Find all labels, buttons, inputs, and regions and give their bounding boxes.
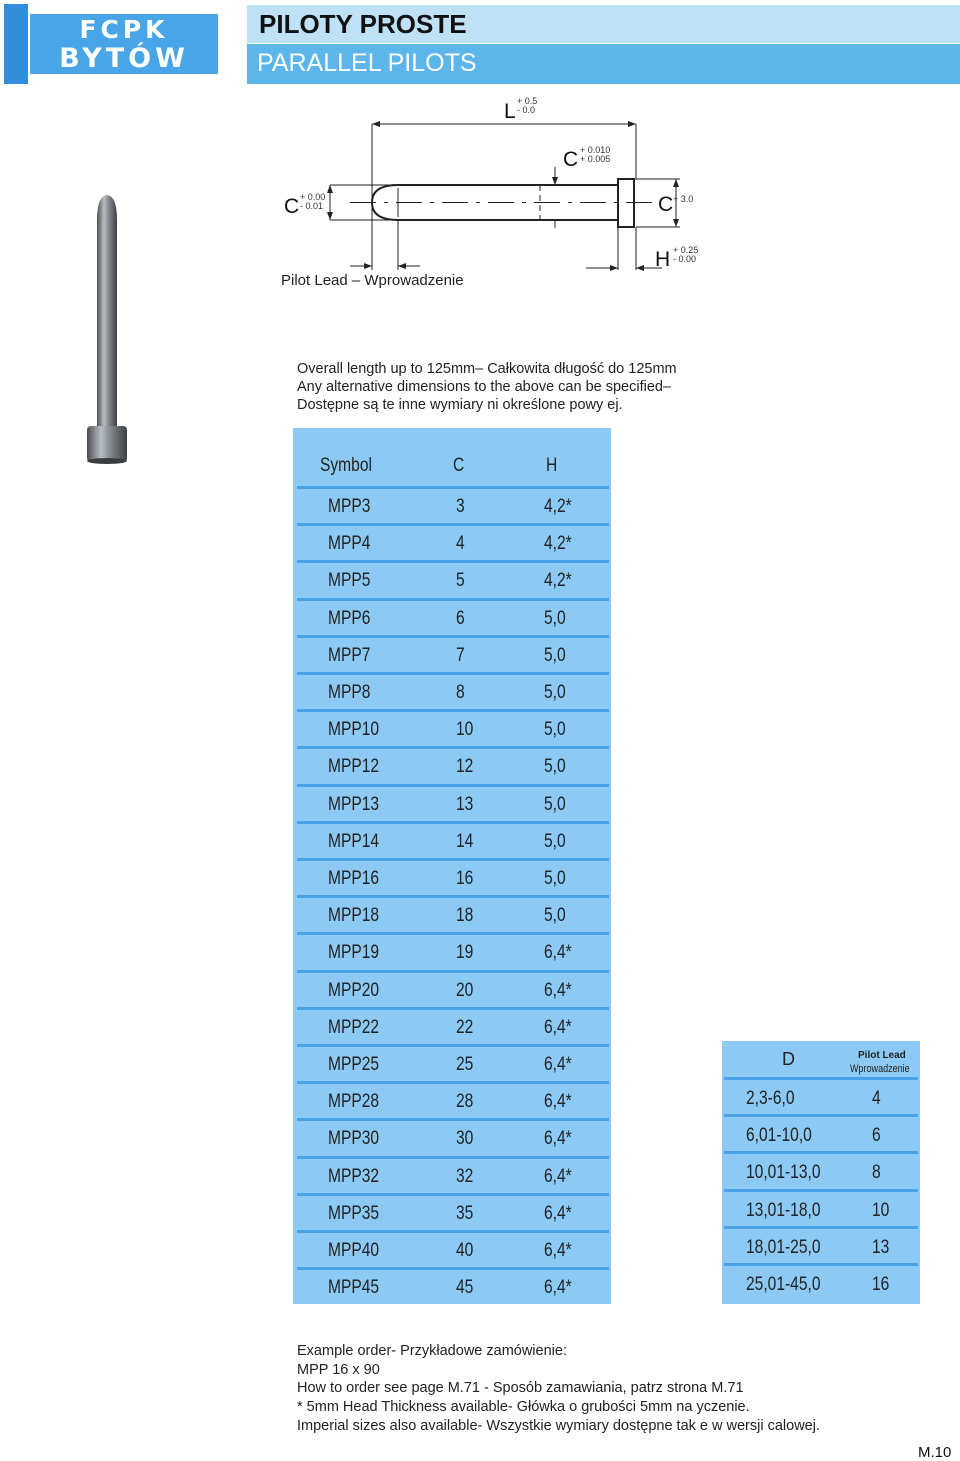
dim-C-top-tol-minus: + 0.005 [580, 154, 611, 164]
cell-c: 14 [456, 830, 474, 852]
cell-h: 5,0 [544, 719, 566, 741]
cell-symbol: MPP28 [328, 1091, 380, 1113]
cell-symbol: MPP35 [328, 1202, 380, 1224]
cell-symbol: MPP45 [328, 1277, 380, 1299]
cell-symbol: MPP3 [328, 496, 371, 517]
dim-L-label: L [504, 100, 516, 123]
table-row [297, 1230, 609, 1266]
table-row [297, 895, 609, 931]
table-row [297, 635, 609, 671]
cell-c: 13 [456, 793, 474, 815]
cell-diameter-range: 25,01-45,0 [746, 1274, 821, 1295]
table-row [297, 709, 609, 745]
table-row [297, 598, 609, 634]
cell-diameter-range: 2,3-6,0 [746, 1088, 795, 1109]
cell-pilot-lead: 6 [872, 1125, 881, 1147]
cell-c: 40 [456, 1240, 474, 1261]
cell-c: 10 [456, 719, 474, 741]
table-row [297, 560, 609, 596]
table-row [724, 1226, 918, 1263]
dim-H-tol-minus: - 0.00 [673, 254, 697, 264]
cell-c: 7 [456, 644, 465, 666]
cell-pilot-lead: 10 [872, 1199, 890, 1221]
cell-c: 4 [456, 533, 465, 555]
note-overall-length: Overall length up to 125mm– Całkowita długość do 125mm [297, 361, 677, 377]
cell-diameter-range: 18,01-25,0 [746, 1236, 821, 1258]
cell-pilot-lead: 4 [872, 1088, 881, 1109]
logo-text-line2: BYTÓW [59, 43, 189, 74]
footer-example-order: Example order- Przykładowe zamówienie: [297, 1343, 567, 1359]
cell-diameter-range: 6,01-10,0 [746, 1125, 812, 1147]
cell-h: 6,4* [544, 942, 572, 964]
dim-C-top-tol-plus-text: + 0.010 [580, 145, 611, 155]
column-header-pilot-lead: Pilot Lead [858, 1050, 906, 1061]
column-header-c: C [453, 455, 465, 476]
table-row [297, 672, 609, 708]
dim-C-left-tol-minus: - 0.01 [300, 201, 324, 211]
table-row [724, 1151, 918, 1188]
cell-c: 3 [456, 496, 465, 517]
cell-c: 12 [456, 756, 474, 778]
pilot-dimensions-table [293, 428, 611, 1304]
table-row [297, 1193, 609, 1229]
page-title-english: PARALLEL PILOTS [257, 49, 477, 77]
cell-c: 25 [456, 1054, 474, 1075]
table-row [297, 1081, 609, 1117]
cell-symbol: MPP4 [328, 533, 371, 555]
cell-h: 5,0 [544, 607, 566, 629]
table-row [297, 932, 609, 968]
footer-example-code: MPP 16 x 90 [297, 1362, 380, 1378]
table-row [724, 1114, 918, 1151]
dim-H-label: H [655, 248, 671, 271]
cell-symbol: MPP20 [328, 979, 380, 1001]
table-row [297, 784, 609, 820]
column-header-wprowadzenie: Wprowadzenie [850, 1063, 910, 1075]
cell-symbol: MPP5 [328, 570, 371, 592]
table-row [297, 486, 609, 522]
table-row [297, 1007, 609, 1043]
cell-h: 6,4* [544, 1016, 572, 1038]
column-header-symbol: Symbol [320, 455, 372, 476]
page-title-polish: PILOTY PROSTE [259, 9, 467, 39]
cell-diameter-range: 13,01-18,0 [746, 1199, 821, 1221]
column-header-d: D [782, 1049, 795, 1069]
cell-symbol: MPP8 [328, 682, 371, 703]
cell-c: 18 [456, 905, 474, 927]
pilot-pin-photo [80, 190, 140, 470]
cell-h: 6,4* [544, 1054, 572, 1075]
cell-symbol: MPP30 [328, 1128, 380, 1150]
logo-text-line1: FCPK [79, 15, 169, 44]
cell-h: 6,4* [544, 1277, 572, 1299]
cell-h: 6,4* [544, 979, 572, 1001]
dim-C-left-tol-plus: + 0.00 [300, 192, 326, 202]
cell-h: 6,4* [544, 1202, 572, 1224]
column-header-h: H [546, 455, 558, 476]
table-row [724, 1077, 918, 1114]
cell-symbol: MPP40 [328, 1240, 380, 1261]
cell-symbol: MPP6 [328, 607, 371, 629]
company-logo [30, 14, 218, 74]
cell-c: 22 [456, 1016, 474, 1038]
cell-c: 32 [456, 1165, 474, 1187]
cell-h: 5,0 [544, 905, 566, 927]
cell-symbol: MPP19 [328, 942, 380, 964]
cell-c: 6 [456, 607, 465, 629]
cell-symbol: MPP16 [328, 868, 380, 889]
cell-symbol: MPP7 [328, 644, 371, 666]
dim-L-tol-minus: - 0.0 [517, 105, 536, 115]
cell-c: 19 [456, 942, 474, 964]
note-alternative-dimensions: Any alternative dimensions to the above can be specified– [297, 379, 672, 395]
cell-symbol: MPP10 [328, 719, 380, 741]
cell-symbol: MPP12 [328, 756, 380, 778]
cell-symbol: MPP14 [328, 830, 380, 852]
cell-h: 5,0 [544, 793, 566, 815]
cell-h: 5,0 [544, 644, 566, 666]
table-row [297, 746, 609, 782]
cell-symbol: MPP32 [328, 1165, 380, 1187]
cell-c: 35 [456, 1202, 474, 1224]
dim-C-top-label: C [563, 148, 579, 171]
cell-c: 20 [456, 979, 474, 1001]
footer-imperial-sizes: Imperial sizes also available- Wszystkie wymiary dostępne tak e w wersji calowej. [297, 1418, 820, 1434]
table-row [297, 821, 609, 857]
dim-C-right-label: C [658, 193, 674, 216]
cell-diameter-range: 10,01-13,0 [746, 1162, 821, 1184]
pilot-lead-table [722, 1041, 920, 1304]
cell-h: 6,4* [544, 1165, 572, 1187]
table-row [297, 1267, 609, 1303]
cell-c: 5 [456, 570, 465, 592]
note-alternative-dimensions-pl: Dostępne są te inne wymiary ni określone powy ej. [297, 397, 623, 413]
pilot-lead-caption: Pilot Lead – Wprowadzenie [281, 272, 464, 289]
page-number: M.10 [918, 1444, 952, 1461]
cell-h: 4,2* [544, 570, 572, 592]
cell-pilot-lead: 16 [872, 1274, 890, 1295]
table-row [297, 970, 609, 1006]
cell-h: 6,4* [544, 1091, 572, 1113]
table-row [297, 1118, 609, 1154]
table-header [293, 428, 611, 486]
table-row [724, 1189, 918, 1226]
cell-pilot-lead: 8 [872, 1162, 881, 1184]
cell-c: 8 [456, 682, 465, 703]
title-banner-polish [247, 5, 960, 43]
cell-c: 28 [456, 1091, 474, 1113]
table-row [297, 1156, 609, 1192]
table-row [297, 1044, 609, 1080]
dim-H-tol-plus: + 0.25 [673, 245, 699, 255]
cell-symbol: MPP18 [328, 905, 380, 927]
pilot-dimension-drawing [300, 110, 700, 280]
cell-h: 6,4* [544, 1128, 572, 1150]
cell-pilot-lead: 13 [872, 1236, 890, 1258]
cell-c: 45 [456, 1277, 474, 1299]
cell-c: 16 [456, 868, 474, 889]
cell-h: 4,2* [544, 533, 572, 555]
header-accent-bar [4, 4, 28, 84]
cell-h: 5,0 [544, 868, 566, 889]
table-row [297, 523, 609, 559]
cell-symbol: MPP22 [328, 1016, 380, 1038]
cell-symbol: MPP13 [328, 793, 380, 815]
cell-h: 5,0 [544, 682, 566, 703]
dim-C-right-tol: + 3.0 [673, 194, 694, 204]
table-row [297, 858, 609, 894]
dim-C-left-label: C [284, 195, 300, 218]
cell-h: 4,2* [544, 496, 572, 517]
pilot-lead-table-header [722, 1041, 920, 1075]
footer-head-thickness: * 5mm Head Thickness available- Główka o grubości 5mm na yczenie. [297, 1399, 750, 1415]
cell-h: 5,0 [544, 756, 566, 778]
cell-c: 30 [456, 1128, 474, 1150]
table-row [724, 1263, 918, 1300]
dim-L-tol-plus: + 0.5 [517, 96, 538, 106]
cell-h: 6,4* [544, 1240, 572, 1261]
cell-h: 5,0 [544, 830, 566, 852]
title-banner-english [247, 44, 960, 84]
footer-how-to-order: How to order see page M.71 - Sposób zamawiania, patrz strona M.71 [297, 1380, 744, 1396]
cell-symbol: MPP25 [328, 1054, 380, 1075]
